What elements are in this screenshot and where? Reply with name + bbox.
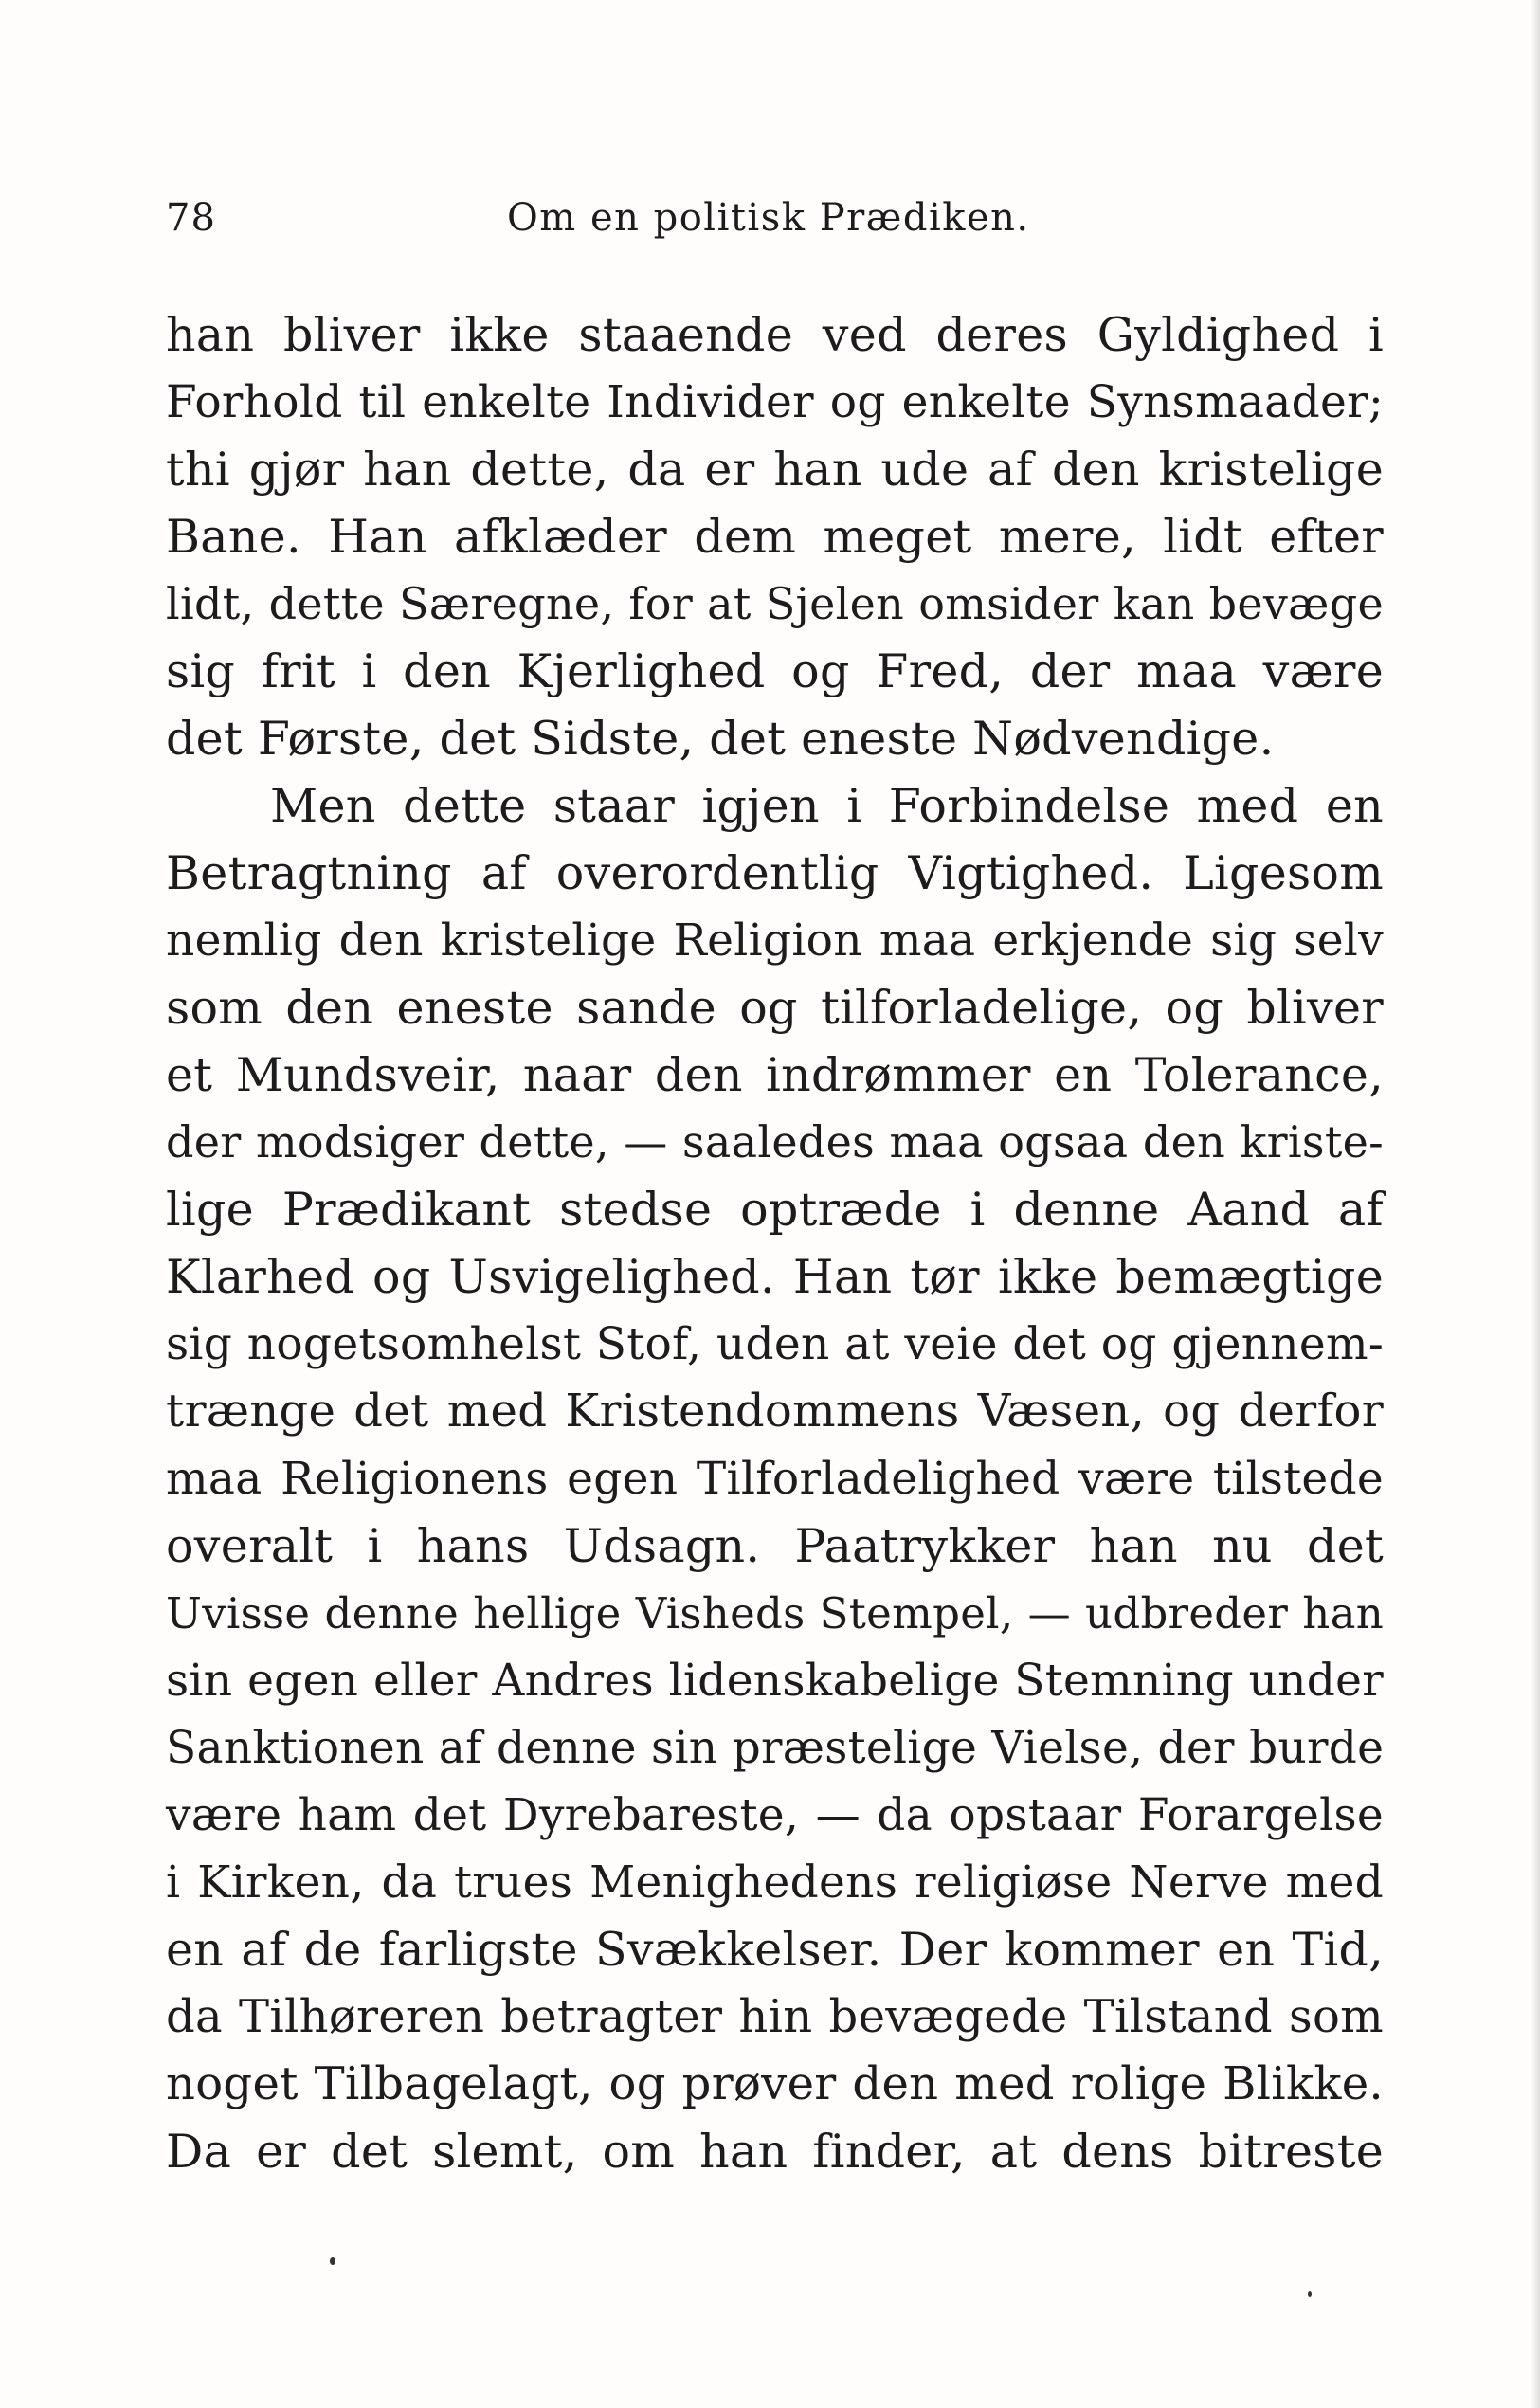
text-line: et Mundsveir, naar den indrømmer en Tolerance, — [166, 1048, 1384, 1102]
page-number: 78 — [166, 196, 216, 240]
paragraph-first-line: Men dette staar igjen i Forbindelse med en — [270, 779, 1384, 833]
text-line: da Tilhøreren betragter hin bevægede Tilstand som — [166, 1990, 1384, 2043]
text-line: trænge det med Kristendommens Væsen, og derfor — [166, 1385, 1384, 1438]
page-edge-shadow — [1531, 0, 1540, 2408]
ink-speck — [1308, 2291, 1312, 2297]
text-line: lidt, dette Særegne, for at Sjelen omsider kan bevæge — [166, 578, 1384, 629]
text-line: Bane. Han afklæder dem meget mere, lidt efter — [166, 510, 1384, 564]
text-line: Sanktionen af denne sin præstelige Vielse, der burde — [166, 1722, 1385, 1774]
text-line: der modsiger dette, — saaledes maa ogsaa den kriste- — [166, 1116, 1384, 1168]
page-header — [166, 190, 1379, 246]
text-line: overalt i hans Udsagn. Paatrykker han nu det — [166, 1519, 1384, 1573]
running-title: Om en politisk Prædiken. — [507, 196, 1030, 240]
text-line: sig nogetsomhelst Stof, uden at veie det og gjennem- — [166, 1318, 1384, 1370]
text-line: sig frit i den Kjerlighed og Fred, der maa være — [166, 644, 1384, 698]
ink-speck — [330, 2257, 335, 2265]
text-line: han bliver ikke staaende ved deres Gyldighed i — [166, 308, 1384, 362]
text-line: i Kirken, da trues Menighedens religiøse Nerve med — [166, 1856, 1384, 1909]
text-line: en af de farligste Svækkelser. Der kommer en Tid, — [166, 1923, 1384, 1977]
text-line: Da er det slemt, om han finder, at dens bitreste — [166, 2125, 1384, 2179]
text-line: nemlig den kristelige Religion maa erkjende sig selv — [166, 914, 1384, 967]
text-line: Forhold til enkelte Individer og enkelte Synsmaader; — [166, 376, 1384, 428]
text-line: lige Prædikant stedse optræde i denne Aand af — [166, 1183, 1384, 1237]
text-line: Uvisse denne hellige Visheds Stempel, — udbreder han — [166, 1588, 1384, 1639]
text-line: maa Religionens egen Tilforladelighed være tilstede — [166, 1453, 1384, 1505]
text-line: noget Tilbagelagt, og prøver den med rolige Blikke. — [166, 2057, 1384, 2110]
text-line: være ham det Dyrebareste, — da opstaar Forargelse — [166, 1789, 1384, 1841]
text-line: som den eneste sande og tilforladelige, og bliver — [166, 981, 1384, 1035]
text-line: Betragtning af overordentlig Vigtighed. Ligesom — [166, 846, 1384, 900]
text-line: sin egen eller Andres lidenskabelige Stemning under — [166, 1655, 1384, 1707]
text-line: det Første, det Sidste, det eneste Nødvendige. — [166, 712, 1275, 766]
body-text — [166, 301, 1384, 2185]
text-line: thi gjør han dette, da er han ude af den kristelige — [166, 443, 1384, 497]
text-line: Klarhed og Usvigelighed. Han tør ikke bemægtige — [166, 1250, 1384, 1304]
